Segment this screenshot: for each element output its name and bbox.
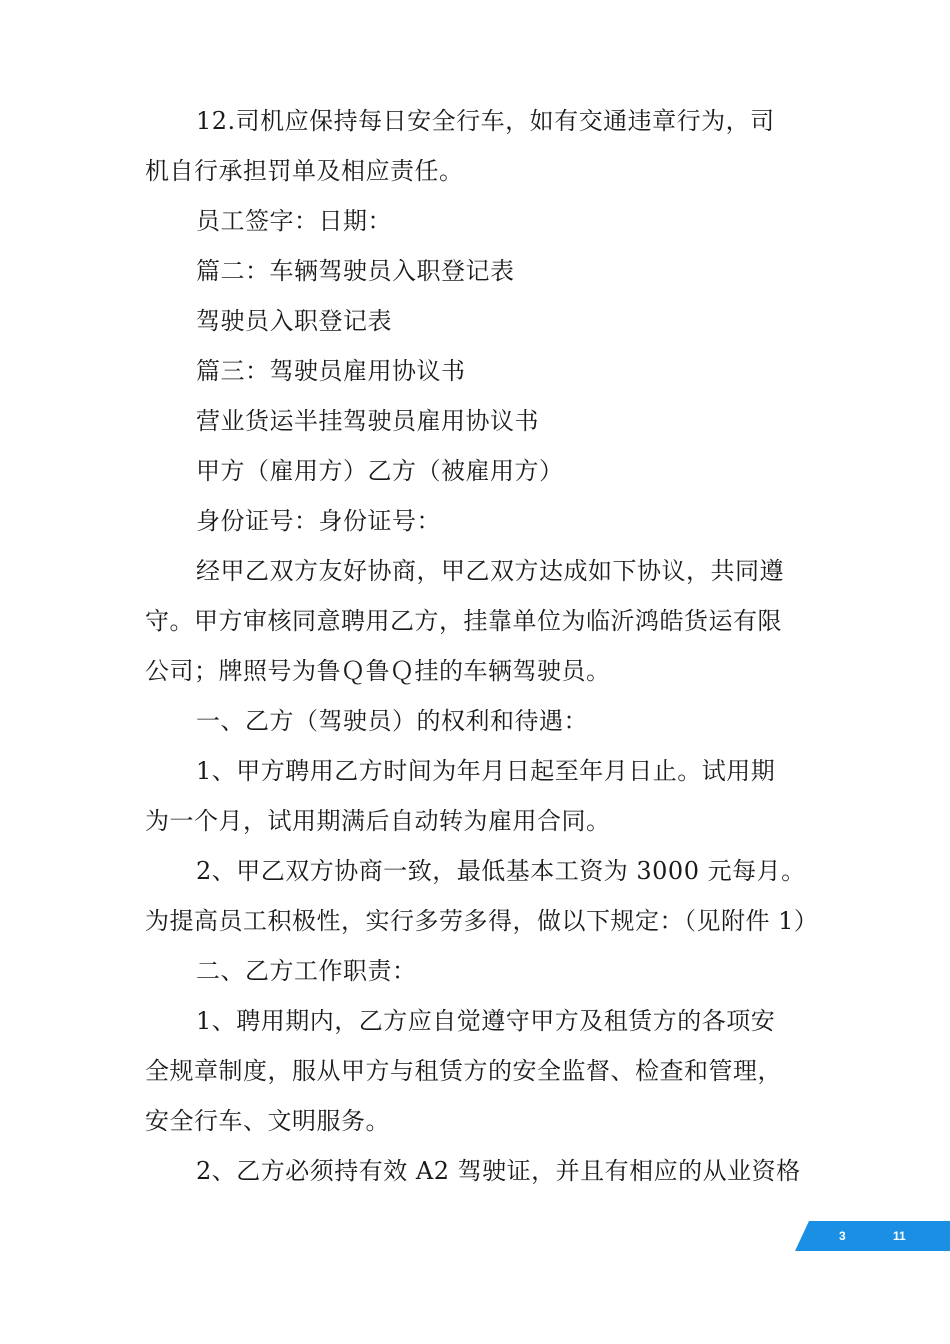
page-indicator [795, 1221, 950, 1251]
total-pages-number: 11 [893, 1229, 906, 1243]
text-line: 为一个月，试用期满后自动转为雇用合同。 [145, 807, 611, 835]
text-line: 营业货运半挂驾驶员雇用协议书 [196, 407, 539, 435]
text-line: 身份证号：身份证号： [196, 507, 441, 535]
text-line: 1、甲方聘用乙方时间为年月日起至年月日止。试用期 [196, 757, 776, 785]
text-line: 公司；牌照号为鲁Ｑ鲁Ｑ挂的车辆驾驶员。 [145, 657, 611, 685]
text-line: 驾驶员入职登记表 [196, 307, 392, 335]
document-body [145, 96, 819, 1196]
text-line: 为提高员工积极性，实行多劳多得，做以下规定：（见附件 1） [145, 907, 819, 935]
text-line: 篇二：车辆驾驶员入职登记表 [196, 257, 515, 285]
text-line: 员工签字：日期： [196, 207, 392, 235]
text-line: 安全行车、文明服务。 [145, 1107, 390, 1135]
text-line: 一、乙方（驾驶员）的权利和待遇： [196, 707, 588, 735]
text-line: 机自行承担罚单及相应责任。 [145, 157, 464, 185]
text-line: 全规章制度，服从甲方与租赁方的安全监督、检查和管理， [145, 1057, 782, 1085]
text-line: 2、乙方必须持有效 A2 驾驶证，并且有相应的从业资格 [196, 1157, 801, 1185]
text-line: 2、甲乙双方协商一致，最低基本工资为 3000 元每月。 [196, 857, 806, 885]
page-indicator-band [795, 1221, 950, 1251]
text-line: 守。甲方审核同意聘用乙方，挂靠单位为临沂鸿皓货运有限 [145, 607, 782, 635]
text-line: 经甲乙双方友好协商，甲乙双方达成如下协议，共同遵 [196, 557, 784, 585]
current-page-number: 3 [839, 1229, 846, 1243]
text-line: 篇三：驾驶员雇用协议书 [196, 357, 466, 385]
text-line: 12.司机应保持每日安全行车，如有交通违章行为，司 [196, 107, 775, 135]
text-line: 甲方（雇用方）乙方（被雇用方） [196, 457, 564, 485]
text-line: 二、乙方工作职责： [196, 957, 417, 985]
text-line: 1、聘用期内，乙方应自觉遵守甲方及租赁方的各项安 [196, 1007, 776, 1035]
